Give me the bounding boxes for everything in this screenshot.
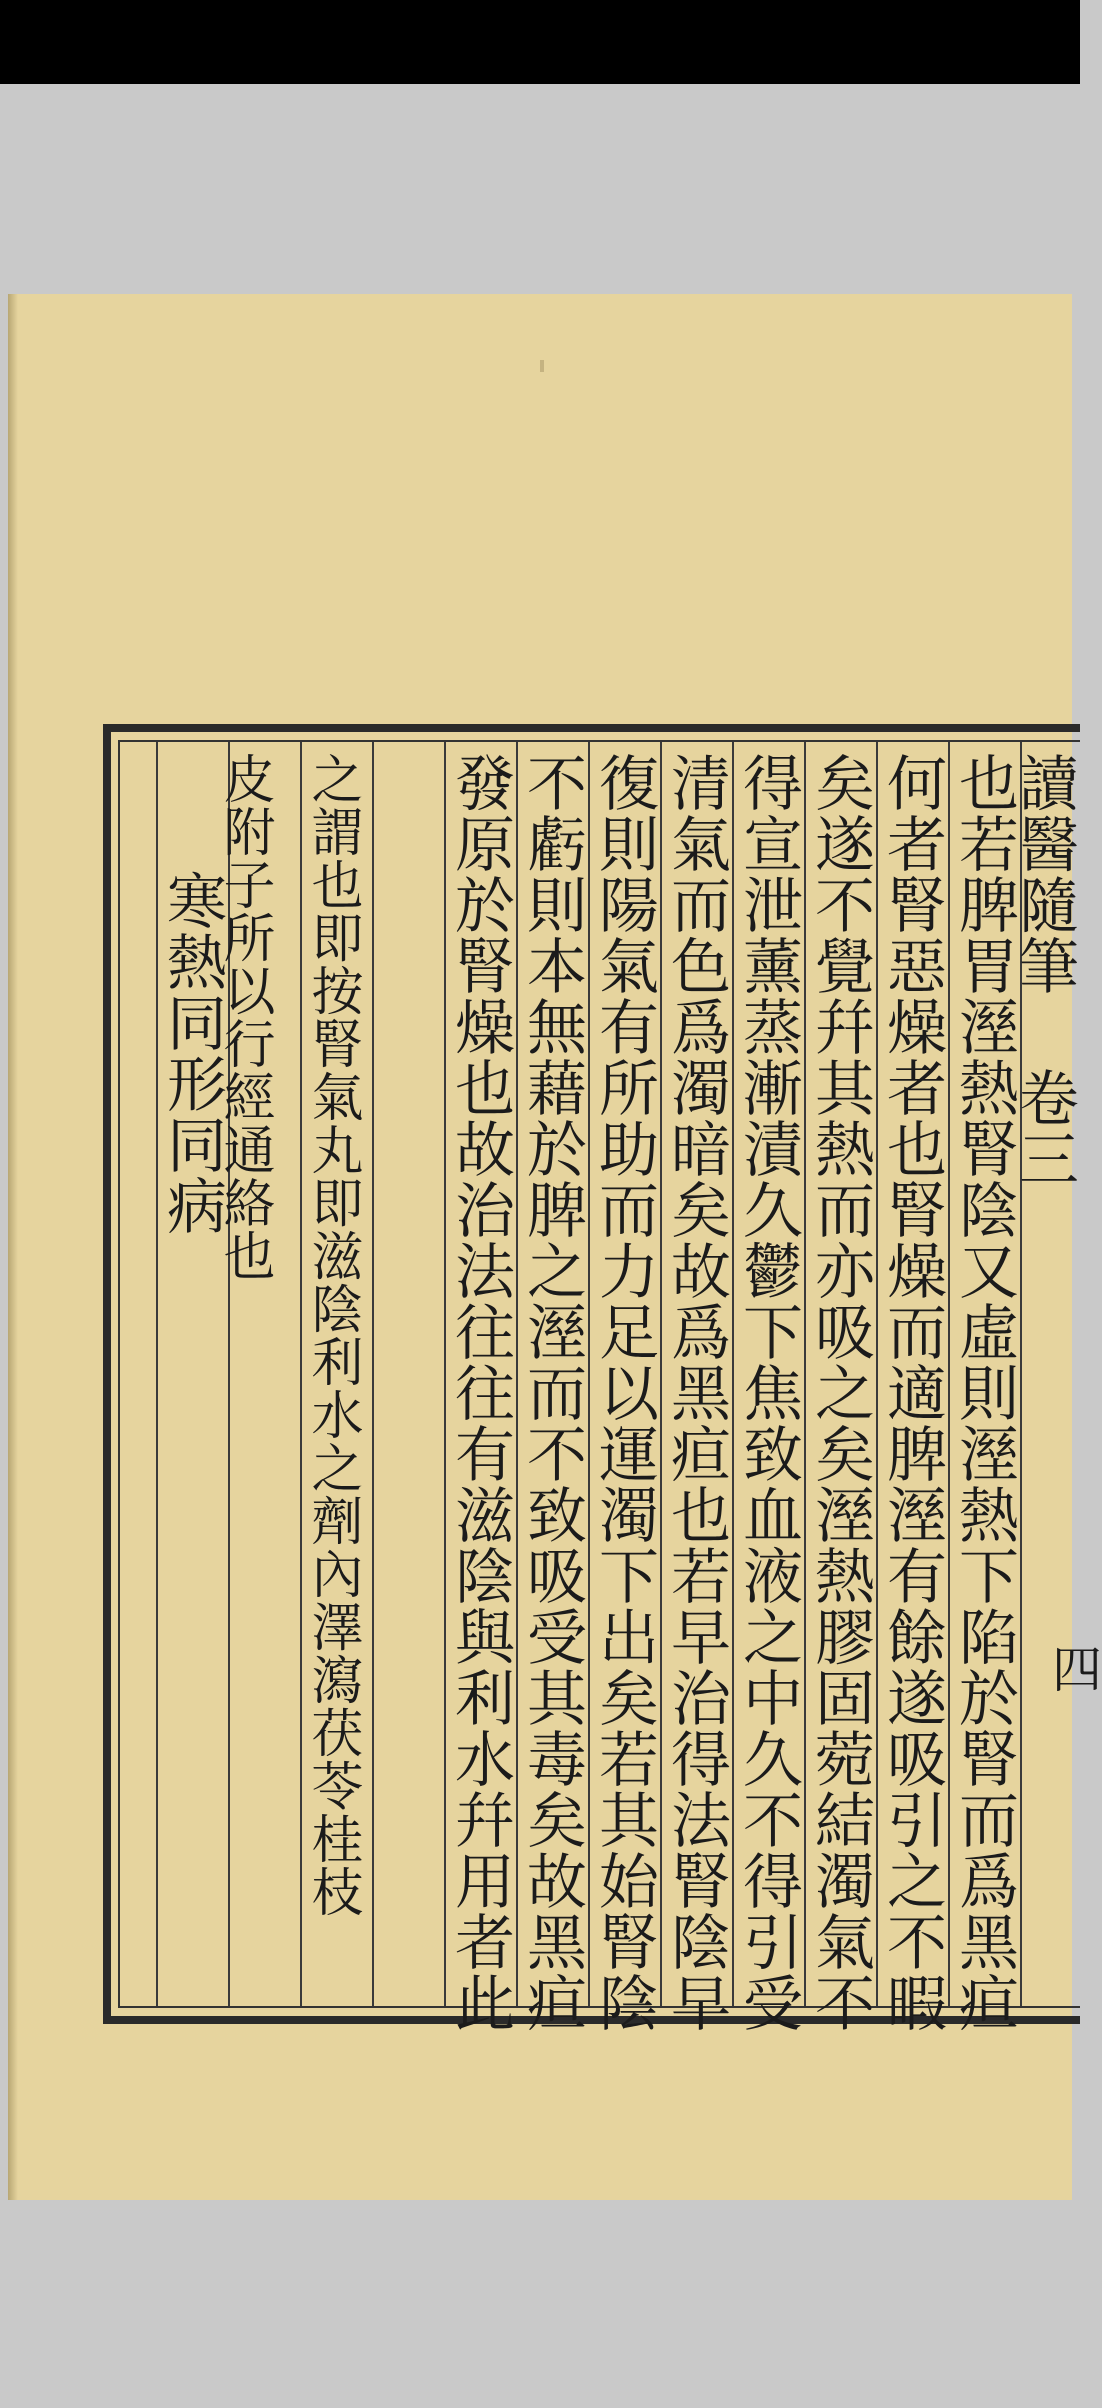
text-column-4: 得宣泄薰蒸漸漬久鬱下焦致血液之中久不得引受 bbox=[733, 752, 803, 2033]
text-column-10: 皮附子所以行經通絡也 bbox=[214, 752, 274, 1282]
page-number: 四 bbox=[1052, 1641, 1102, 1699]
text-column-8: 發原於腎燥也故治法往往有滋陰與利水幷用者此 bbox=[445, 752, 515, 2033]
text-column-1: 也若脾胃溼熱腎陰又虛則溼熱下陷於腎而爲黑疸 bbox=[949, 752, 1019, 2033]
top-black-bar bbox=[0, 0, 1080, 84]
text-column-3: 矣遂不覺幷其熱而亦吸之矣溼熱膠固菀結濁氣不 bbox=[805, 752, 875, 2033]
text-column-2: 何者腎惡燥者也腎燥而適脾溼有餘遂吸引之不暇 bbox=[877, 752, 947, 2033]
text-column-6: 復則陽氣有所助而力足以運濁下出矣若其始腎陰 bbox=[589, 752, 659, 2033]
column-rule bbox=[372, 742, 374, 2006]
paper-speck bbox=[540, 360, 544, 372]
text-column-7: 不虧則本無藉於脾之溼而不致吸受其毒矣故黑疸 bbox=[517, 752, 587, 2033]
text-column-5: 清氣而色爲濁暗矣故爲黑疸也若早治得法腎陰早 bbox=[661, 752, 731, 2033]
page-edge-shadow bbox=[8, 294, 18, 2200]
running-header: 讀醫隨筆 卷三 bbox=[1009, 752, 1079, 1189]
text-column-9: 之謂也即按腎氣丸即滋陰利水之劑內澤瀉茯苓桂枝 bbox=[302, 752, 362, 1918]
section-title: 寒熱同形同病 bbox=[157, 870, 227, 1236]
